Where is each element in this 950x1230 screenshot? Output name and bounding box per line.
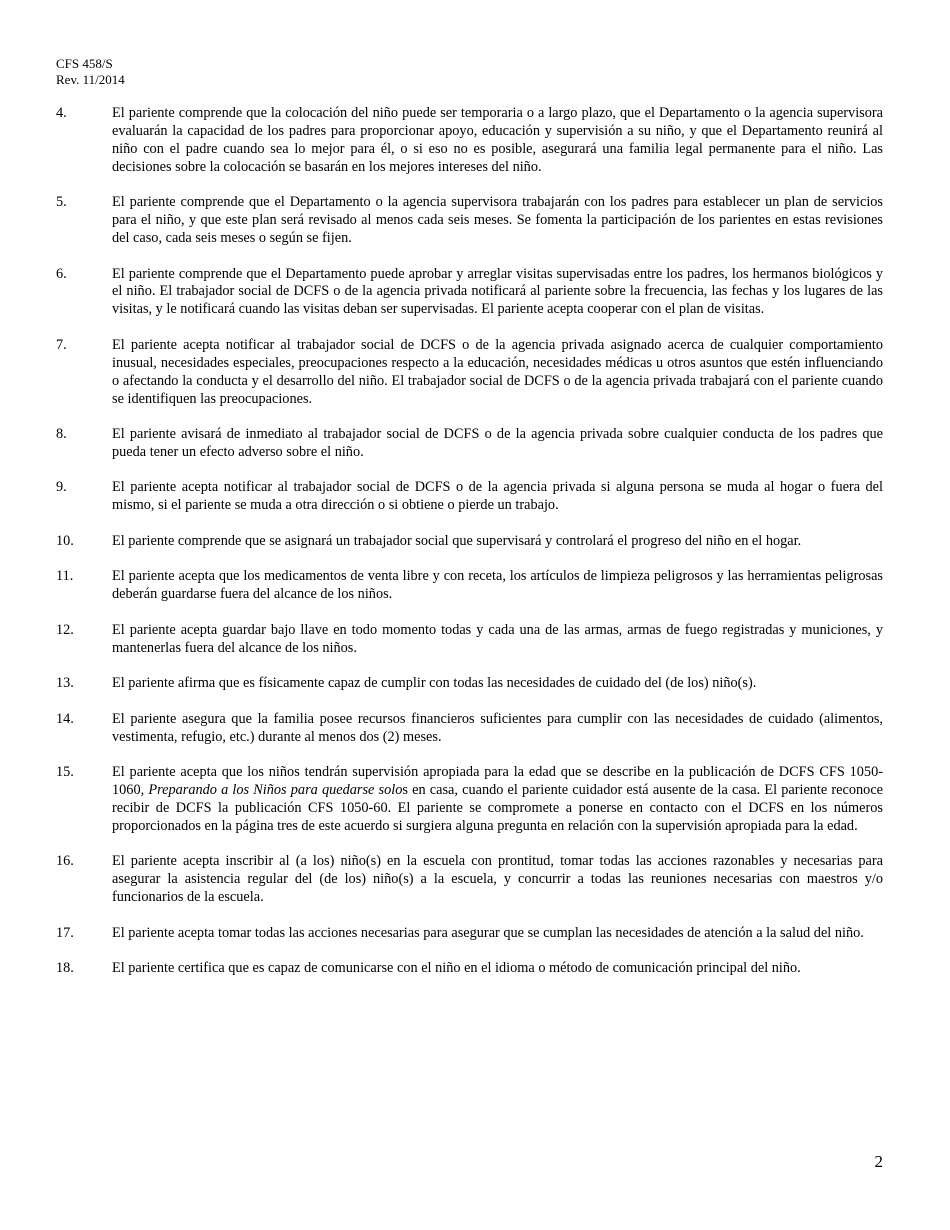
- item-number: 6.: [56, 265, 67, 282]
- agreement-item-14: [56, 711, 883, 747]
- agreement-item-9: [56, 479, 883, 515]
- agreement-item-10: [56, 533, 883, 551]
- item-text: El pariente comprende que la colocación del niño puede ser temporaria o a largo plazo, que el Departamento o la agencia supervisora evaluarán la capacidad de los padres para proporcionar apoyo, educación y supervisión a su niño, y que el Departamento reunirá al niño con el padre cuando sea lo mejor para él, o si eso no es posible, asegurará una familia legal permanente para el niño. Las decisiones sobre la colocación se basarán en los mejores intereses del niño.: [112, 105, 883, 175]
- item-text: El pariente acepta que los medicamentos de venta libre y con receta, los artículos de limpieza peligrosos y las herramientas peligrosas deberán guardarse fuera del alcance de los niños.: [112, 568, 883, 603]
- item-text: El pariente avisará de inmediato al trabajador social de DCFS o de la agencia privada sobre cualquier conducta de los padres que pueda tener un efecto adverso sobre el niño.: [112, 426, 883, 460]
- item-number: 10.: [56, 532, 74, 549]
- item-text: El pariente acepta notificar al trabajador social de DCFS o de la agencia privada asignado acerca de cualquier comportamiento inusual, necesidades especiales, preocupaciones respecto a la educación, necesidades médicas u otros asuntos que estén influenciando o afectando la conducta y el desarrollo del niño. El trabajador social de DCFS o de la agencia privada trabajará con el pariente cuando se identifiquen las preocupaciones.: [112, 336, 883, 407]
- item-number: 15.: [56, 764, 74, 781]
- item-text-after: s en casa, cuando el pariente cuidador está ausente de la casa. El pariente reconoce recibir de DCFS la publicación CFS 1050-60. El pariente se compromete a ponerse en contacto con el DCFS en los números proporcionados en la página tres de este acuerdo si surgiera alguna pregunta en relación con la supervisión apropiada para la edad.: [112, 782, 884, 834]
- item-number: 17.: [56, 924, 74, 941]
- form-header: [56, 56, 125, 88]
- item-text: El pariente acepta notificar al trabajador social de DCFS o de la agencia privada si alguna persona se muda al hogar o fuera del mismo, si el pariente se muda a otra dirección o si obtiene o pierde un trabajo.: [112, 479, 883, 514]
- agreement-items-list: [56, 105, 883, 996]
- item-number: 9.: [56, 479, 67, 496]
- form-code: CFS 458/S: [56, 56, 113, 71]
- item-number: 5.: [56, 194, 67, 211]
- item-text: El pariente comprende que se asignará un trabajador social que supervisará y controlará el progreso del niño en el hogar.: [112, 532, 802, 549]
- item-text: El pariente asegura que la familia posee recursos financieros suficientes para cumplir con las necesidades de cuidado (alimentos, vestimenta, refugio, etc.) durante al menos dos (2) meses.: [112, 710, 883, 745]
- item-text: El pariente acepta inscribir al (a los) niño(s) en la escuela con prontitud, tomar todas las acciones razonables y necesarias para asegurar la asistencia regular del (de los) niño(s) a la escuela, y concurrir a todas las reuniones necesarias con maestros y/o funcionarios de la escuela.: [112, 853, 883, 906]
- item-number: 7.: [56, 336, 67, 353]
- item-number: 8.: [56, 426, 67, 443]
- item-number: 16.: [56, 853, 74, 870]
- agreement-item-4: [56, 105, 883, 177]
- agreement-item-18: [56, 960, 883, 978]
- item-number: 11.: [56, 568, 74, 585]
- item-text: El pariente comprende que el Departamento puede aprobar y arreglar visitas supervisadas entre los padres, los hermanos biológicos y el niño. El trabajador social de DCFS o de la agencia privada notificará al pariente sobre la frecuencia, las fechas y los lugares de las visitas, y le notificará cuando las visitas deban ser supervisadas. El pariente acepta cooperar con el plan de visitas.: [112, 265, 883, 318]
- item-number: 13.: [56, 675, 74, 692]
- agreement-item-15: [56, 764, 883, 836]
- agreement-item-7: [56, 337, 883, 409]
- form-revision: Rev. 11/2014: [56, 72, 125, 87]
- publication-title: Preparando a los Niños para quedarse solo: [148, 782, 403, 798]
- agreement-item-16: [56, 853, 883, 907]
- item-text-before: El pariente acepta que los niños tendrán supervisión apropiada para la edad que se describe en la publicación de DCFS CFS 1050-1060,: [112, 764, 883, 798]
- item-text: [112, 764, 883, 836]
- item-text: El pariente acepta tomar todas las acciones necesarias para asegurar que se cumplan las necesidades de atención a la salud del niño.: [112, 924, 864, 941]
- agreement-item-17: [56, 925, 883, 943]
- item-text: El pariente comprende que el Departamento o la agencia supervisora trabajarán con los padres para establecer un plan de servicios para el niño, y que este plan será revisado al menos cada seis meses. Se fomenta la participación de los parientes en estas revisiones del caso, cada seis meses o según se fijen.: [112, 194, 883, 247]
- agreement-item-8: [56, 426, 883, 462]
- item-text: El pariente acepta guardar bajo llave en todo momento todas y cada una de las armas, armas de fuego registradas y municiones, y mantenerlas fuera del alcance de los niños.: [112, 621, 883, 656]
- item-number: 18.: [56, 960, 74, 977]
- agreement-item-11: [56, 568, 883, 604]
- agreement-item-6: [56, 266, 883, 320]
- item-number: 14.: [56, 710, 74, 727]
- item-number: 4.: [56, 105, 67, 121]
- item-text: El pariente certifica que es capaz de comunicarse con el niño en el idioma o método de comunicación principal del niño.: [112, 960, 801, 977]
- agreement-item-5: [56, 194, 883, 248]
- item-number: 12.: [56, 621, 74, 638]
- page-number: 2: [874, 1152, 883, 1171]
- agreement-item-13: [56, 675, 883, 693]
- item-text: El pariente afirma que es físicamente capaz de cumplir con todas las necesidades de cuidado del (de los) niño(s).: [112, 675, 757, 692]
- agreement-item-12: [56, 622, 883, 658]
